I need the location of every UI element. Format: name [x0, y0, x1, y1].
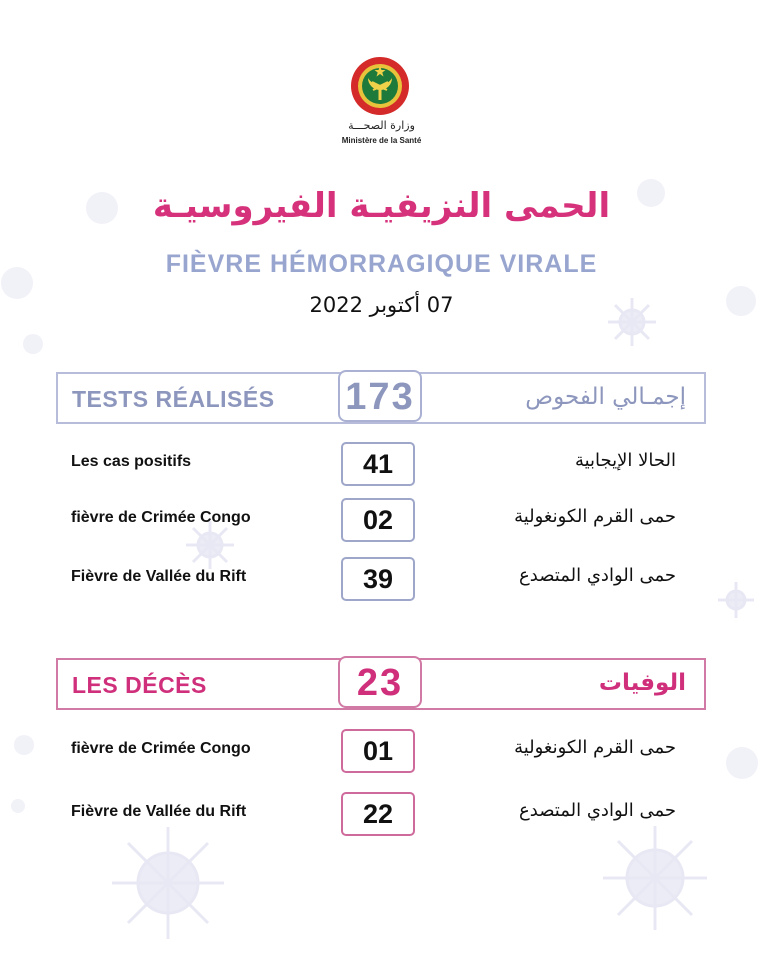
row-label-french: Fièvre de Vallée du Rift [71, 803, 247, 820]
tests-row-rift-valley [0, 557, 763, 601]
row-label-arabic: الحالا الإيجابية [574, 450, 676, 471]
ministry-name-french: Ministère de la Santé [341, 136, 422, 145]
row-label-arabic: حمى الوادي المتصدع [519, 800, 676, 821]
row-label-arabic: حمى القرم الكونغولية [514, 506, 676, 527]
row-value: 02 [341, 498, 415, 542]
deaths-row-rift-valley [0, 792, 763, 836]
row-value: 39 [341, 557, 415, 601]
title-arabic: الحمى النزيفيـة الفيروسيـة [152, 186, 611, 226]
tests-label-arabic: إجمـالي الفحوص [525, 384, 686, 410]
title-french: FIÈVRE HÉMORRAGIQUE VIRALE [165, 250, 598, 278]
ministry-name-arabic: وزارة الصحـــة [348, 119, 415, 132]
tests-row-crimean-congo [0, 498, 763, 542]
deaths-label-french: LES DÉCÈS [72, 672, 207, 698]
row-label-french: fièvre de Crimée Congo [71, 509, 251, 526]
row-value: 22 [341, 792, 415, 836]
deaths-total: 23 [338, 656, 422, 708]
deaths-header [56, 658, 706, 710]
deaths-row-crimean-congo [0, 729, 763, 773]
tests-label-french: TESTS RÉALISÉS [72, 386, 275, 412]
row-label-arabic: حمى الوادي المتصدع [519, 565, 676, 586]
row-label-french: Les cas positifs [71, 453, 192, 470]
report-date: 07 أكتوبر 2022 [309, 293, 454, 317]
row-label-french: fièvre de Crimée Congo [71, 740, 251, 757]
tests-row-positive [0, 442, 763, 486]
row-value: 41 [341, 442, 415, 486]
row-label-arabic: حمى القرم الكونغولية [514, 737, 676, 758]
deaths-label-arabic: الوفيات [598, 670, 686, 696]
row-value: 01 [341, 729, 415, 773]
tests-total: 173 [338, 370, 422, 422]
ministry-emblem-icon [350, 56, 410, 116]
row-label-french: Fièvre de Vallée du Rift [71, 568, 247, 585]
tests-header [56, 372, 706, 424]
